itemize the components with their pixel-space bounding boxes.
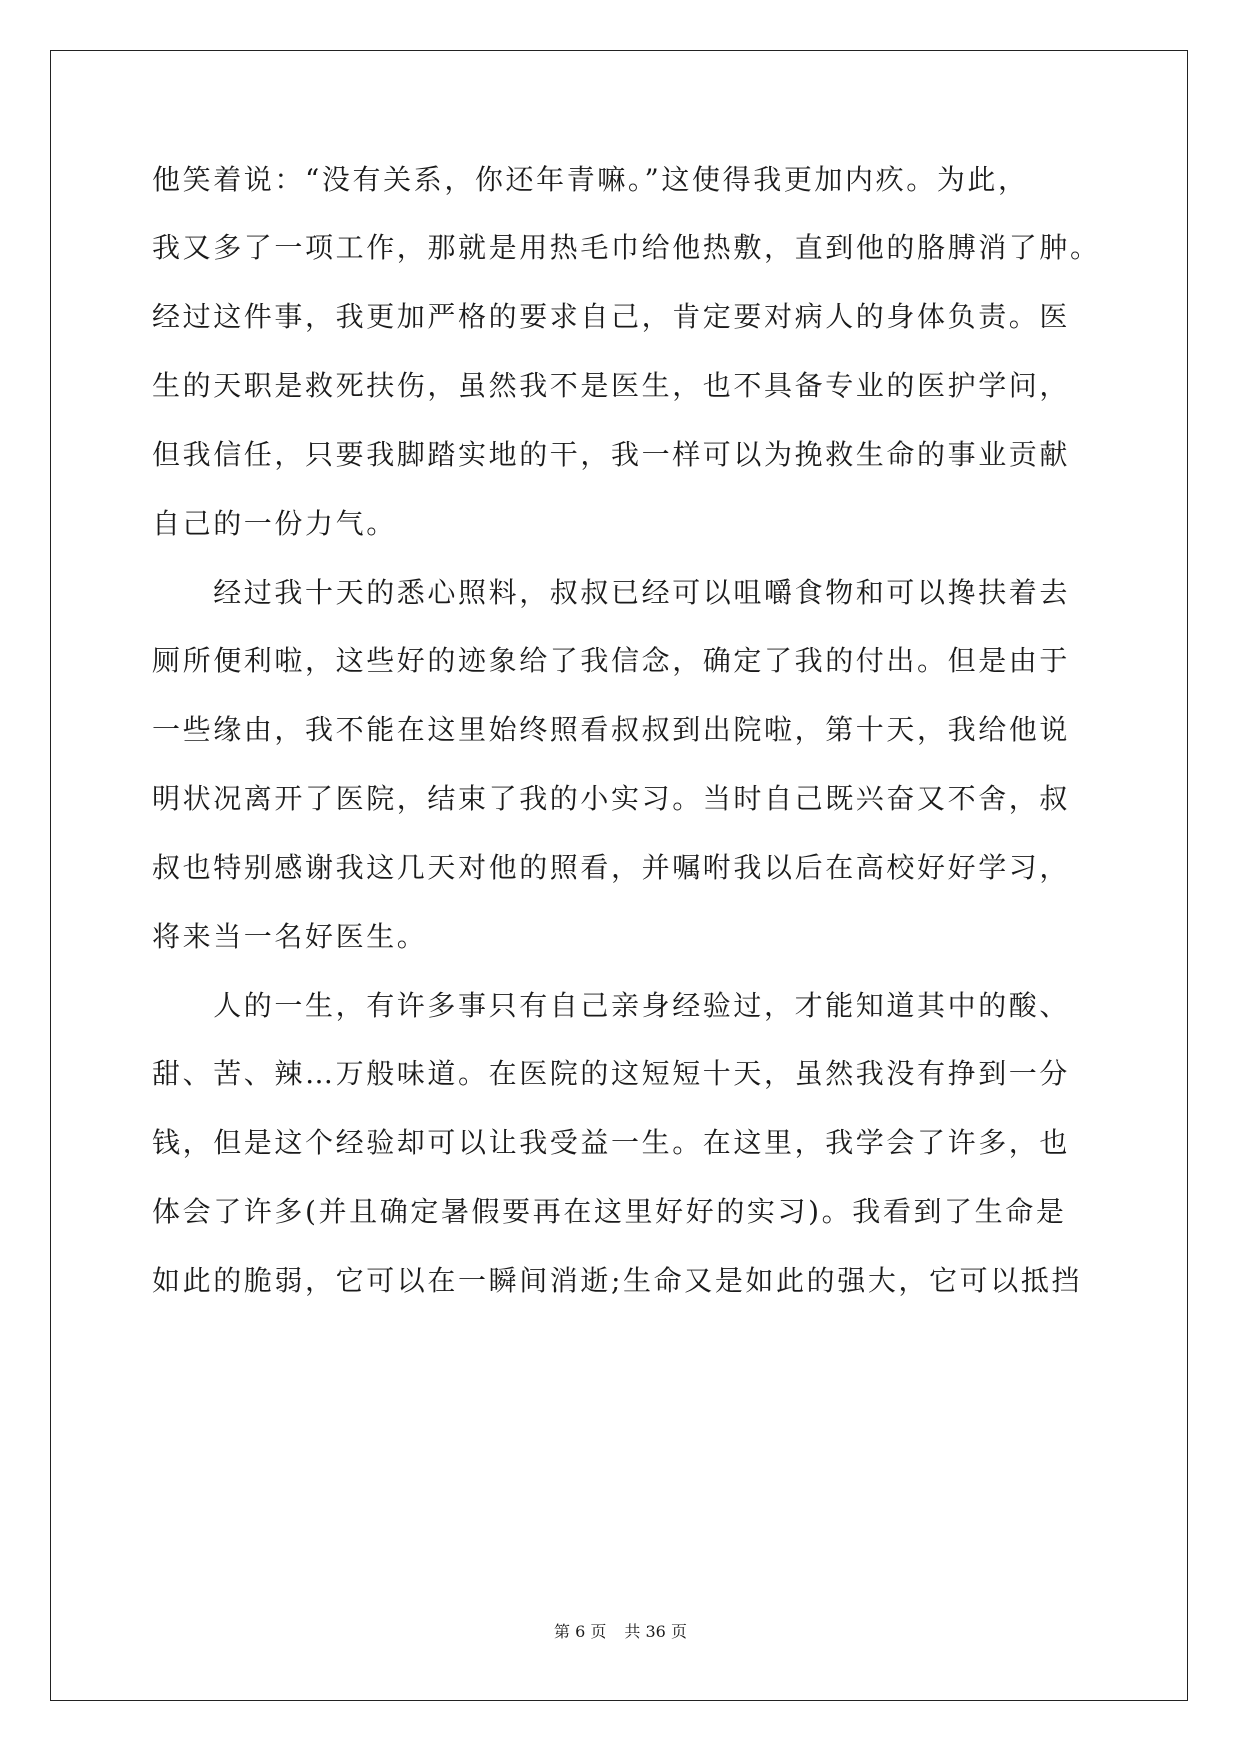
text-line: 钱，但是这个经验却可以让我受益一生。在这里，我学会了许多，也 <box>152 1126 1071 1159</box>
text-line: 人的一生，有许多事只有自己亲身经验过，才能知道其中的酸、 <box>152 989 1071 1022</box>
page-footer <box>0 1621 1241 1643</box>
text-line: 自己的一份力气。 <box>152 507 397 540</box>
text-line: 一些缘由，我不能在这里始终照看叔叔到出院啦，第十天，我给他说 <box>152 713 1071 746</box>
text-line: 叔也特别感谢我这几天对他的照看，并嘱咐我以后在高校好好学习， <box>152 851 1071 884</box>
text-line: 将来当一名好医生。 <box>152 920 428 953</box>
text-line: 如此的脆弱，它可以在一瞬间消逝;生命又是如此的强大，它可以抵挡 <box>152 1264 1083 1297</box>
text-line: 经过我十天的悉心照料，叔叔已经可以咀嚼食物和可以搀扶着去 <box>152 576 1071 609</box>
text-line: 明状况离开了医院，结束了我的小实习。当时自己既兴奋又不舍，叔 <box>152 782 1071 815</box>
text-line: 但我信任，只要我脚踏实地的干，我一样可以为挽救生命的事业贡献 <box>152 438 1071 471</box>
text-line: 甜、苦、辣…万般味道。在医院的这短短十天，虽然我没有挣到一分 <box>152 1057 1071 1090</box>
page-number: 第 6 页 <box>554 1622 607 1641</box>
text-line: 他笑着说：“没有关系，你还年青嘛。”这使得我更加内疚。为此， <box>152 163 1029 196</box>
text-line: 生的天职是救死扶伤，虽然我不是医生，也不具备专业的医护学问， <box>152 369 1071 402</box>
text-line: 体会了许多(并且确定暑假要再在这里好好的实习)。我看到了生命是 <box>152 1195 1067 1228</box>
text-line: 我又多了一项工作，那就是用热毛巾给他热敷，直到他的胳膊消了肿。 <box>152 231 1101 264</box>
text-line: 经过这件事，我更加严格的要求自己，肯定要对病人的身体负责。医 <box>152 300 1071 333</box>
text-line: 厕所便利啦，这些好的迹象给了我信念，确定了我的付出。但是由于 <box>152 644 1071 677</box>
page-total: 共 36 页 <box>624 1622 687 1641</box>
